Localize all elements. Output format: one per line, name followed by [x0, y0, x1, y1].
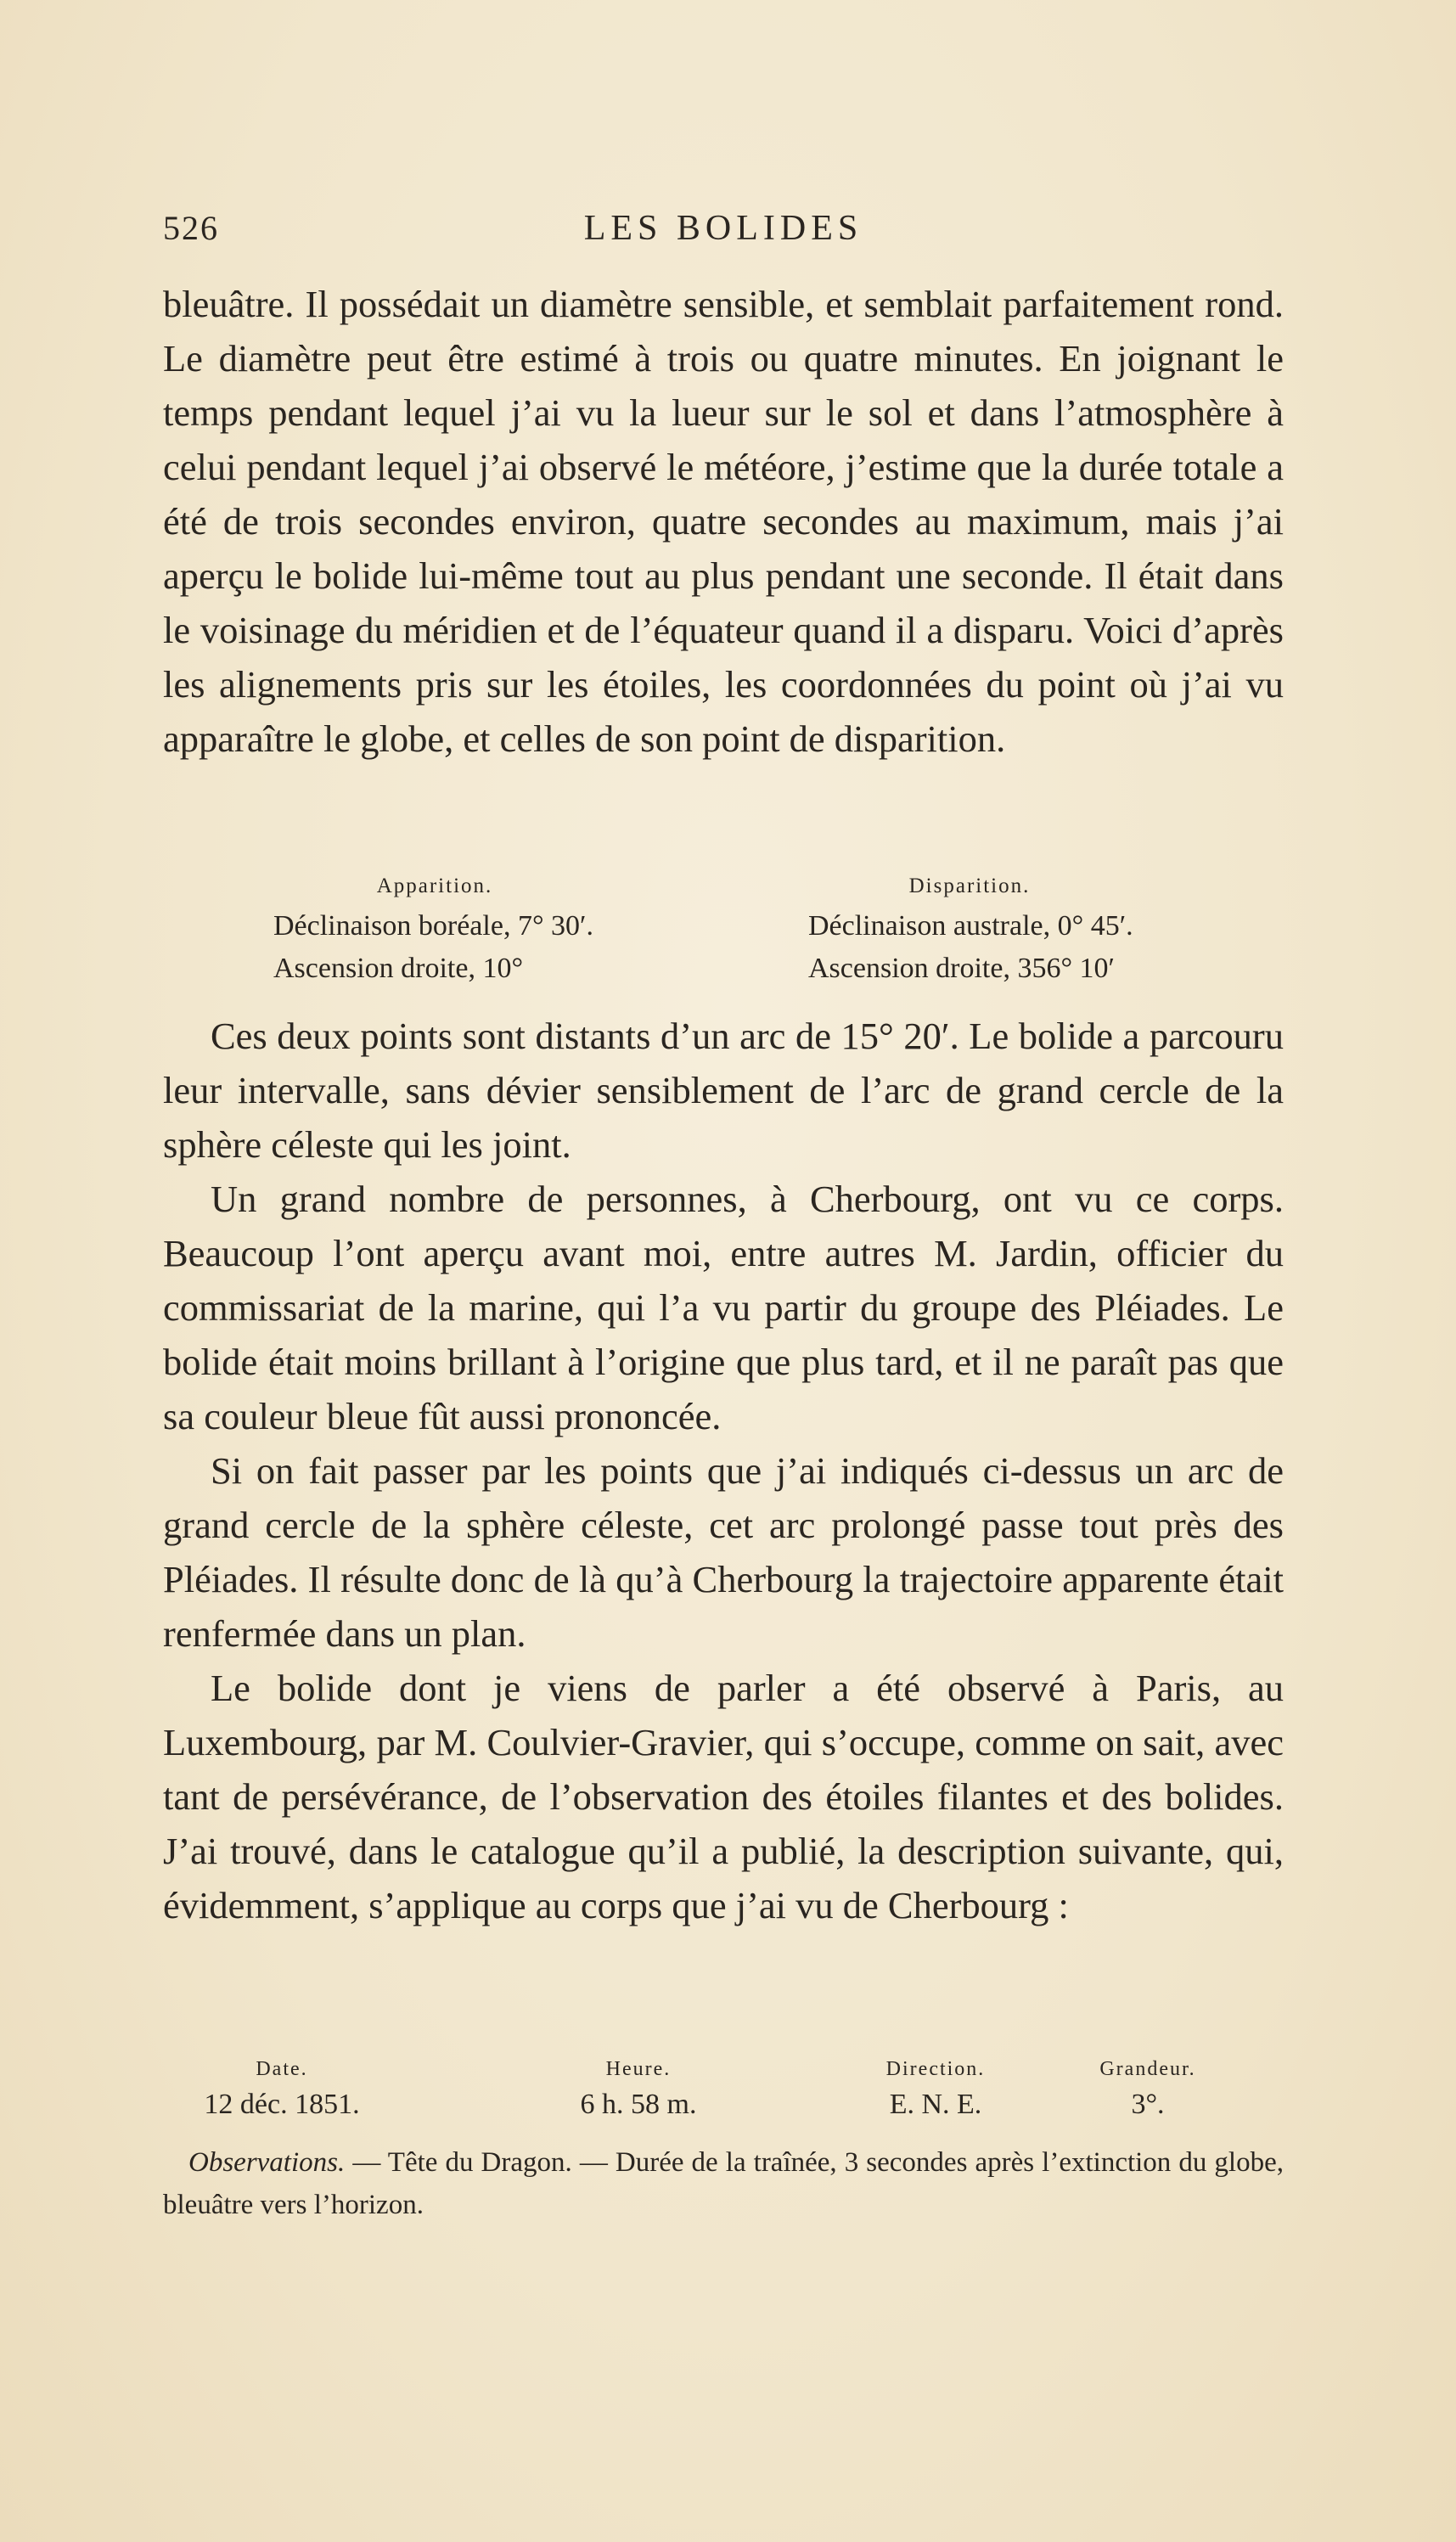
catalog-date-value: 12 déc. 1851. — [204, 2089, 360, 2120]
apparition-ascension: Ascension droite, 10° — [273, 953, 524, 984]
catalog-magnitude-label: Grandeur. — [1099, 2058, 1196, 2080]
catalog-date — [180, 2055, 384, 2126]
catalog-magnitude-value: 3°. — [1131, 2089, 1165, 2120]
catalog-hour-label: Heure. — [605, 2058, 672, 2080]
page-header — [163, 208, 1284, 259]
observations-label: Observations. — [188, 2147, 346, 2178]
catalog-date-label: Date. — [256, 2058, 308, 2080]
catalog-direction — [842, 2055, 1029, 2126]
text-block-top — [163, 277, 1284, 766]
catalog-hour-value: 6 h. 58 m. — [580, 2089, 697, 2120]
paragraph: Si on fait passer par les points que j’ai indiqués ci-dessus un arc de grand cercle de la sphère céleste, cet arc prolongé passe tout près des Pléiades. Il résulte donc de là qu’à Cherbourg la trajectoire apparente était renfermée dans un plan. — [163, 1449, 1284, 1655]
text-block-main — [163, 1009, 1284, 1932]
paragraph: Le bolide dont je viens de parler a été observé à Paris, au Luxembourg, par M. Coulvier-Gravier, qui s’occupe, comme on sait, avec tant de persévérance, de l’observation des étoiles filantes et des bolides. J’ai trouvé, dans le catalogue qu’il a publié, la description suivante, qui, évidemment, s’applique au corps que j’ai vu de Cherbourg : — [163, 1667, 1284, 1926]
catalog-hour — [545, 2055, 732, 2126]
disparition-declination: Déclinaison australe, 0° 45′. — [808, 910, 1133, 942]
running-title: LES BOLIDES — [583, 209, 863, 248]
paragraph: Un grand nombre de personnes, à Cherbourg, ont vu ce corps. Beaucoup l’ont aperçu avant moi, entre autres M. Jardin, officier du commissariat de la marine, qui l’a vu partir du groupe des Pléiades. Le bolide était moins brillant à l’origine que plus tard, et il ne paraît pas que sa couleur bleue fût aussi prononcée. — [163, 1178, 1284, 1437]
disparition-ascension: Ascension droite, 356° 10′ — [808, 953, 1115, 984]
apparition-declination: Déclinaison boréale, 7° 30′. — [273, 910, 593, 942]
coordinates-table — [163, 875, 1284, 993]
paragraph: bleuâtre. Il possédait un diamètre sensible, et semblait parfaitement rond. Le diamètre peut être estimé à trois ou quatre minutes. En joignant le temps pendant lequel j’ai vu la lueur sur le sol et dans l’atmosphère à celui pendant lequel j’ai observé le météore, j’estime que la durée totale a été de trois secondes environ, quatre secondes au maximum, mais j’ai aperçu le bolide lui-même tout au plus pendant une seconde. Il était dans le voisinage du méridien et de l’équateur quand il a disparu. Voici d’après les alignements pris sur les étoiles, les coordonnées du point où j’ai vu apparaître le globe, et celles de son point de disparition. — [163, 283, 1284, 760]
disparition-column — [808, 875, 1284, 990]
catalog-direction-value: E. N. E. — [889, 2089, 982, 2120]
page-number: 526 — [163, 209, 219, 247]
observations-text: — Tête du Dragon. — Durée de la traînée, 3 secondes après l’extinction du globe, bleuâtre vers l’horizon. — [163, 2147, 1284, 2220]
catalog-magnitude — [1063, 2055, 1233, 2126]
catalog-entry — [163, 2055, 1284, 2131]
observations-note — [163, 2141, 1284, 2226]
apparition-column — [273, 875, 749, 990]
apparition-heading: Apparition. — [376, 875, 493, 897]
observations-paragraph — [163, 2141, 1284, 2226]
catalog-direction-label: Direction. — [885, 2058, 986, 2080]
disparition-heading: Disparition. — [908, 875, 1031, 897]
paragraph: Ces deux points sont distants d’un arc de 15° 20′. Le bolide a parcouru leur intervalle, sans dévier sensiblement de l’arc de grand cercle de la sphère céleste qui les joint. — [163, 1015, 1284, 1166]
